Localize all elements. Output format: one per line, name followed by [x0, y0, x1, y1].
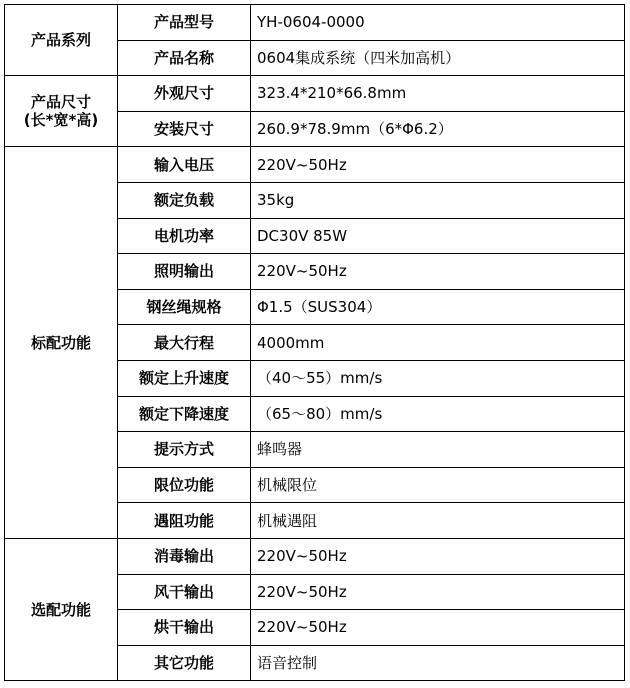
- table-row: [5, 5, 625, 41]
- group-cell-optional-features: [5, 538, 118, 680]
- group-title: 产品尺寸: [30, 93, 91, 112]
- row-label: 消毒输出: [118, 538, 251, 574]
- row-label: 产品名称: [118, 40, 251, 76]
- group-title: 标配功能: [30, 333, 91, 352]
- row-label: 额定上升速度: [118, 360, 251, 396]
- row-value: 蜂鸣器: [251, 432, 625, 468]
- row-label: 电机功率: [118, 218, 251, 254]
- group-cell-product-series: [5, 5, 118, 76]
- row-label: 额定下降速度: [118, 396, 251, 432]
- row-label: 其它功能: [118, 645, 251, 681]
- row-value: Φ1.5（SUS304）: [251, 289, 625, 325]
- row-label: 限位功能: [118, 467, 251, 503]
- group-title: 选配功能: [30, 600, 91, 619]
- row-label: 安装尺寸: [118, 111, 251, 147]
- row-value: 机械限位: [251, 467, 625, 503]
- table-row: [5, 76, 625, 112]
- table-row: [5, 147, 625, 183]
- row-value: 机械遇阻: [251, 503, 625, 539]
- row-value: 35kg: [251, 182, 625, 218]
- row-value: 4000mm: [251, 325, 625, 361]
- row-value: 0604集成系统（四米加高机）: [251, 40, 625, 76]
- row-value: 260.9*78.9mm（6*Φ6.2）: [251, 111, 625, 147]
- spec-table: [4, 4, 625, 681]
- row-label: 外观尺寸: [118, 76, 251, 112]
- row-label: 产品型号: [118, 5, 251, 41]
- row-value: （65～80）mm/s: [251, 396, 625, 432]
- row-value: 220V~50Hz: [251, 254, 625, 290]
- row-label: 烘干输出: [118, 610, 251, 646]
- row-value: 220V~50Hz: [251, 574, 625, 610]
- row-label: 风干输出: [118, 574, 251, 610]
- row-label: 提示方式: [118, 432, 251, 468]
- group-subtitle: (长*宽*高): [23, 111, 99, 130]
- group-cell-standard-features: [5, 147, 118, 539]
- row-value: DC30V 85W: [251, 218, 625, 254]
- row-value: 220V~50Hz: [251, 538, 625, 574]
- table-row: [5, 538, 625, 574]
- row-value: （40～55）mm/s: [251, 360, 625, 396]
- row-label: 输入电压: [118, 147, 251, 183]
- row-label: 遇阻功能: [118, 503, 251, 539]
- row-value: YH-0604-0000: [251, 5, 625, 41]
- row-value: 220V~50Hz: [251, 147, 625, 183]
- row-value: 220V~50Hz: [251, 610, 625, 646]
- row-label: 照明输出: [118, 254, 251, 290]
- row-label: 最大行程: [118, 325, 251, 361]
- row-label: 额定负载: [118, 182, 251, 218]
- group-title: 产品系列: [30, 31, 91, 50]
- group-cell-product-size: [5, 76, 118, 147]
- row-label: 钢丝绳规格: [118, 289, 251, 325]
- row-value: 323.4*210*66.8mm: [251, 76, 625, 112]
- row-value: 语音控制: [251, 645, 625, 681]
